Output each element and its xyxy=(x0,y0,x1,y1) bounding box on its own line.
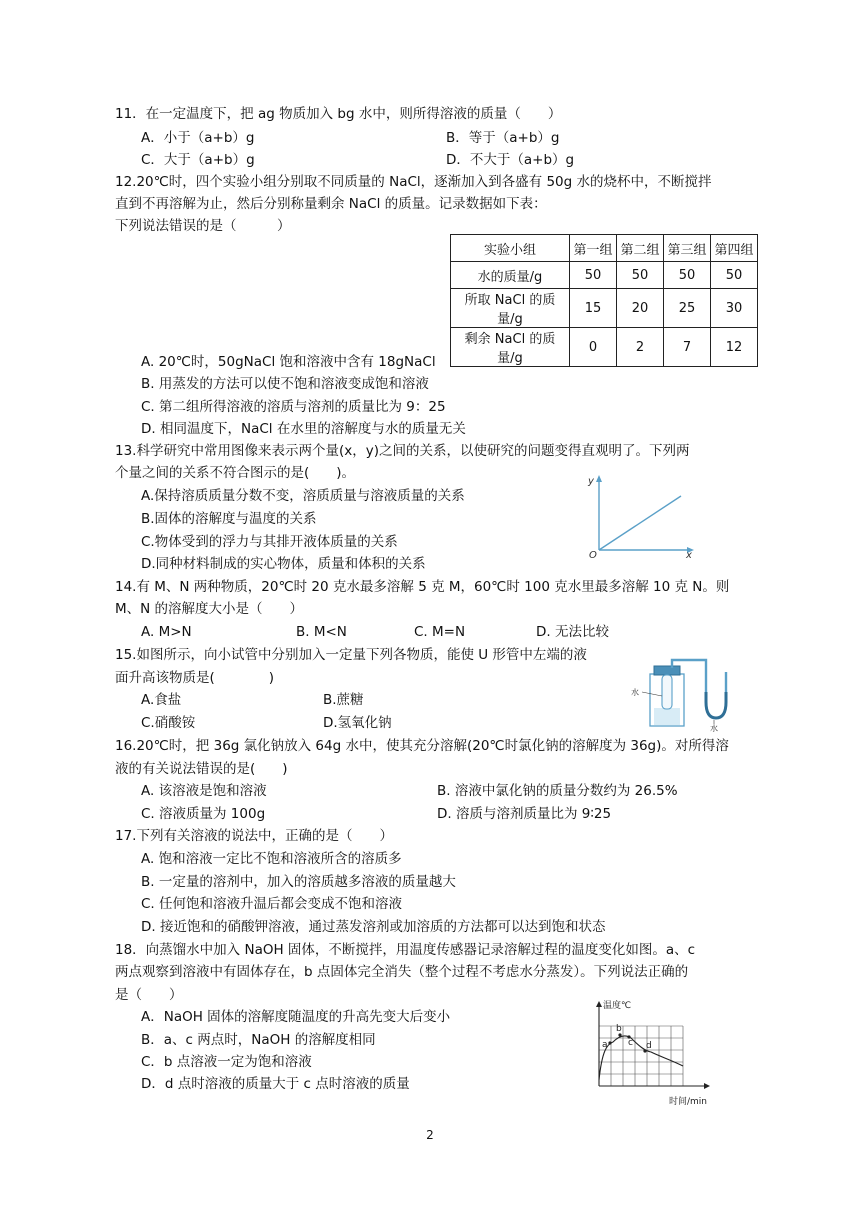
q18-fig-point-b-label: b xyxy=(616,1024,622,1034)
table-cell: 50 xyxy=(570,262,617,289)
q14-stem-line2: M、N 的溶解度大小是（ ） xyxy=(115,601,304,617)
q13-fig-origin-label: O xyxy=(589,550,597,560)
q12-stem-line2: 直到不再溶解为止，然后分别称量剩余 NaCl 的质量。记录数据如下表： xyxy=(115,196,547,212)
q18-fig-y-axis-label: 温度℃ xyxy=(603,1001,632,1011)
q18-fig-x-axis-label: 时间/min xyxy=(669,1097,708,1107)
table-cell: 12 xyxy=(711,328,758,367)
table-row xyxy=(451,262,758,289)
q18-stem-line1: 18．向蒸馏水中加入 NaOH 固体，不断搅拌，用温度传感器记录溶解过程的温度变化如图。a、c xyxy=(115,942,696,958)
q16-option-a: A. 该溶液是饱和溶液 xyxy=(141,783,267,799)
table-cell: 20 xyxy=(617,289,664,328)
q18-fig-point-a-label: a xyxy=(602,1040,608,1050)
q17-option-b: B. 一定量的溶剂中，加入的溶质越多溶液的质量越大 xyxy=(141,874,456,890)
q15-option-d: D.氢氧化钠 xyxy=(323,715,392,731)
q15-u-tube-apparatus-figure xyxy=(628,652,740,732)
q14-option-d: D. 无法比较 xyxy=(536,624,609,640)
q15-fig-water-label-left: 水 xyxy=(631,688,639,697)
table-cell: 7 xyxy=(664,328,711,367)
q18-stem-line2: 两点观察到溶液中有固体存在，b 点固体完全消失（整个过程不考虑水分蒸发）。下列说法正确的 xyxy=(115,964,689,980)
q13-linear-graph-figure xyxy=(585,470,700,560)
table-cell: 0 xyxy=(570,328,617,367)
q11-stem: 11．在一定温度下，把 ag 物质加入 bg 水中，则所得溶液的质量（ ） xyxy=(115,106,562,122)
q15-fig-water-label-bottom: 水 xyxy=(710,724,718,732)
q18-fig-point-d-label: d xyxy=(646,1041,652,1051)
q12-option-d: D. 相同温度下，NaCl 在水里的溶解度与水的质量无关 xyxy=(141,421,466,437)
q12-option-a: A. 20℃时，50gNaCl 饱和溶液中含有 18gNaCl xyxy=(141,354,436,370)
q18-option-a: A．NaOH 固体的溶解度随温度的升高先变大后变小 xyxy=(141,1009,451,1025)
q17-stem: 17.下列有关溶液的说法中，正确的是（ ） xyxy=(115,828,393,844)
q16-stem-line2: 液的有关说法错误的是( ) xyxy=(115,761,288,777)
q14-option-c: C. M=N xyxy=(414,624,466,640)
q13-stem-line1: 13.科学研究中常用图像来表示两个量(x，y)之间的关系，以使研究的问题变得直观明了。下列两 xyxy=(115,443,690,459)
q14-option-b: B. M<N xyxy=(296,624,347,640)
q15-option-c: C.硝酸铵 xyxy=(141,715,196,731)
table-header-cell: 第三组 xyxy=(664,235,711,262)
table-row xyxy=(451,328,758,367)
q14-option-a: A. M>N xyxy=(141,624,192,640)
q12-stem-line3: 下列说法错误的是（ ） xyxy=(115,218,291,234)
q14-stem-line1: 14.有 M、N 两种物质，20℃时 20 克水最多溶解 5 克 M，60℃时 100 克水里最多溶解 10 克 N。则 xyxy=(115,579,730,595)
q12-option-b: B. 用蒸发的方法可以使不饱和溶液变成饱和溶液 xyxy=(141,376,429,392)
table-header-cell: 第二组 xyxy=(617,235,664,262)
q16-stem-line1: 16.20℃时，把 36g 氯化钠放入 64g 水中，使其充分溶解(20℃时氯化钠的溶解度为 36g)。对所得溶 xyxy=(115,738,729,754)
q18-stem-line3: 是（ ） xyxy=(115,987,183,1003)
q18-fig-point-c-label: c xyxy=(628,1038,633,1048)
table-cell: 2 xyxy=(617,328,664,367)
page-number: 2 xyxy=(426,1128,434,1142)
table-row xyxy=(451,289,758,328)
q11-option-b: B．等于（a+b）g xyxy=(446,130,560,146)
q13-option-c: C.物体受到的浮力与其排开液体质量的关系 xyxy=(141,534,398,550)
q13-stem-line2: 个量之间的关系不符合图示的是( )。 xyxy=(115,465,356,481)
q15-option-b: B.蔗糖 xyxy=(323,692,364,708)
q18-temperature-time-graph-figure xyxy=(583,996,713,1108)
q13-option-b: B.固体的溶解度与温度的关系 xyxy=(141,511,317,527)
table-header-row xyxy=(451,235,758,262)
table-header-cell: 实验小组 xyxy=(451,235,570,262)
q12-stem-line1: 12.20℃时，四个实验小组分别取不同质量的 NaCl，逐渐加入到各盛有 50g 水的烧杯中，不断搅拌 xyxy=(115,174,712,190)
table-cell: 25 xyxy=(664,289,711,328)
q12-option-c: C. 第二组所得溶液的溶质与溶剂的质量比为 9：25 xyxy=(141,399,446,415)
table-cell: 50 xyxy=(664,262,711,289)
q17-option-a: A. 饱和溶液一定比不饱和溶液所含的溶质多 xyxy=(141,851,402,867)
table-cell: 所取 NaCl 的质量/g xyxy=(451,289,570,328)
q16-option-b: B. 溶液中氯化钠的质量分数约为 26.5% xyxy=(437,783,678,799)
table-header-cell: 第四组 xyxy=(711,235,758,262)
q17-option-d: D. 接近饱和的硝酸钾溶液，通过蒸发溶剂或加溶质的方法都可以达到饱和状态 xyxy=(141,919,606,935)
q18-option-d: D．d 点时溶液的质量大于 c 点时溶液的质量 xyxy=(141,1076,410,1092)
q13-fig-y-label: y xyxy=(588,476,594,487)
table-cell: 30 xyxy=(711,289,758,328)
q18-option-c: C．b 点溶液一定为饱和溶液 xyxy=(141,1054,312,1070)
q16-option-c: C. 溶液质量为 100g xyxy=(141,806,266,822)
q11-option-c: C．大于（a+b）g xyxy=(141,152,255,168)
q11-option-a: A．小于（a+b）g xyxy=(141,130,255,146)
q16-option-d: D. 溶质与溶剂质量比为 9∶25 xyxy=(437,806,612,822)
table-cell: 水的质量/g xyxy=(451,262,570,289)
q15-stem-line2: 面升高该物质是( ) xyxy=(115,670,275,686)
q17-option-c: C. 任何饱和溶液升温后都会变成不饱和溶液 xyxy=(141,896,403,912)
table-cell: 剩余 NaCl 的质量/g xyxy=(451,328,570,367)
q13-option-a: A.保持溶质质量分数不变，溶质质量与溶液质量的关系 xyxy=(141,488,465,504)
table-cell: 15 xyxy=(570,289,617,328)
q15-stem-line1: 15.如图所示，向小试管中分别加入一定量下列各物质，能使 U 形管中左端的液 xyxy=(115,647,587,663)
q11-option-d: D．不大于（a+b）g xyxy=(446,152,575,168)
q13-option-d: D.同种材料制成的实心物体，质量和体积的关系 xyxy=(141,556,426,572)
q15-option-a: A.食盐 xyxy=(141,692,182,708)
q18-option-b: B．a、c 两点时，NaOH 的溶解度相同 xyxy=(141,1032,376,1048)
q12-data-table xyxy=(450,234,758,367)
table-header-cell: 第一组 xyxy=(570,235,617,262)
table-cell: 50 xyxy=(711,262,758,289)
q13-fig-x-label: x xyxy=(686,550,692,560)
table-cell: 50 xyxy=(617,262,664,289)
